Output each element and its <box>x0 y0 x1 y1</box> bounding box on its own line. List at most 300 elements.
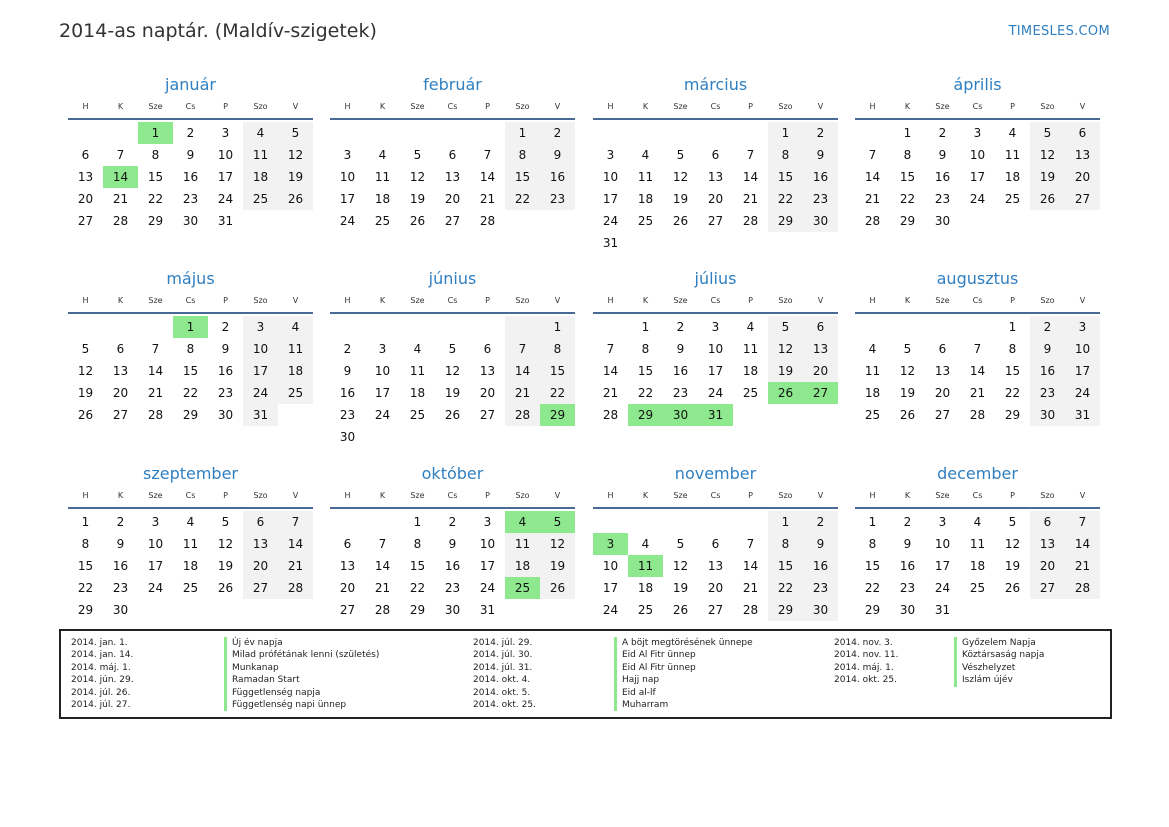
day-cell: 8 <box>505 144 540 166</box>
day-cell: 23 <box>339 408 356 422</box>
empty-cell <box>663 511 698 533</box>
month-name: november <box>674 464 757 483</box>
day-cell: 17 <box>217 170 234 184</box>
holiday-cell: 11 <box>628 555 663 577</box>
day-cell: 11 <box>374 170 391 184</box>
day-cell: 18 <box>637 192 654 206</box>
day-cell: 25 <box>278 382 313 404</box>
weekday-label: P <box>485 102 490 111</box>
day-cell: 12 <box>77 364 94 378</box>
weekday-label: Szo <box>1040 491 1055 500</box>
weekday-label: Sze <box>935 491 950 500</box>
empty-cell <box>593 316 628 338</box>
month-name: december <box>937 464 1018 483</box>
day-cell: 7 <box>151 342 160 356</box>
day-cell: 11 <box>182 537 199 551</box>
day-cell: 16 <box>803 555 838 577</box>
weekday-label: Sze <box>673 102 688 111</box>
month-name: május <box>166 269 215 288</box>
day-cell: 19 <box>217 559 234 573</box>
day-cell: 16 <box>899 559 916 573</box>
day-cell: 18 <box>1004 170 1021 184</box>
weekday-label: Cs <box>972 296 983 305</box>
day-cell: 30 <box>339 430 356 444</box>
day-cell: 9 <box>803 144 838 166</box>
day-cell: 1 <box>540 316 575 338</box>
day-cell: 16 <box>339 386 356 400</box>
empty-cell <box>663 122 698 144</box>
day-cell: 22 <box>77 581 94 595</box>
day-cell: 25 <box>864 408 881 422</box>
weekday-label: Cs <box>447 102 458 111</box>
day-cell: 5 <box>448 342 457 356</box>
day-cell: 27 <box>444 214 461 228</box>
day-cell: 3 <box>221 126 230 140</box>
day-cell: 18 <box>243 166 278 188</box>
day-cell: 20 <box>934 386 951 400</box>
day-cell: 4 <box>868 342 877 356</box>
day-cell: 3 <box>151 515 160 529</box>
empty-cell <box>925 316 960 338</box>
weekday-label: V <box>292 491 299 500</box>
legend-holiday-name: A böjt megtörésének ünnepe <box>614 637 753 649</box>
day-cell: 6 <box>483 342 492 356</box>
day-cell: 16 <box>112 559 129 573</box>
legend-holiday-name: Köztársaság napja <box>954 649 1044 661</box>
empty-cell <box>435 316 470 338</box>
weekday-label: V <box>554 102 561 111</box>
day-cell: 7 <box>278 511 313 533</box>
day-cell: 19 <box>1004 559 1021 573</box>
day-cell: 13 <box>1065 144 1100 166</box>
day-cell: 13 <box>77 170 94 184</box>
day-cell: 12 <box>1004 537 1021 551</box>
day-cell: 21 <box>742 192 759 206</box>
day-cell: 2 <box>540 122 575 144</box>
day-cell: 4 <box>186 515 195 529</box>
day-cell: 4 <box>641 148 650 162</box>
day-cell: 26 <box>672 214 689 228</box>
day-cell: 4 <box>243 122 278 144</box>
legend-holiday-name: Munkanap <box>224 662 279 674</box>
day-cell: 19 <box>278 166 313 188</box>
legend-holiday-name: Győzelem Napja <box>954 637 1036 649</box>
day-cell: 6 <box>711 148 720 162</box>
day-cell: 23 <box>899 581 916 595</box>
day-grid <box>855 316 1100 426</box>
day-cell: 28 <box>602 408 619 422</box>
day-cell: 20 <box>444 192 461 206</box>
day-cell: 14 <box>147 364 164 378</box>
day-cell: 18 <box>278 360 313 382</box>
empty-cell <box>103 122 138 144</box>
day-cell: 25 <box>182 581 199 595</box>
holiday-cell: 25 <box>505 577 540 599</box>
day-cell: 24 <box>707 386 724 400</box>
weekday-label: Sze <box>673 491 688 500</box>
day-cell: 6 <box>1030 511 1065 533</box>
legend-holiday-name: Iszlám újév <box>954 674 1013 686</box>
weekday-label: Szo <box>515 491 530 500</box>
legend-holiday-name: Eid Al Fitr ünnep <box>614 662 696 674</box>
day-cell: 30 <box>803 210 838 232</box>
day-cell: 22 <box>1004 386 1021 400</box>
empty-cell <box>628 122 663 144</box>
legend-date: 2014. okt. 4. <box>473 675 531 686</box>
weekday-label: Sze <box>410 296 425 305</box>
day-cell: 14 <box>505 360 540 382</box>
day-cell: 24 <box>374 408 391 422</box>
day-cell: 28 <box>374 603 391 617</box>
day-grid <box>855 122 1100 232</box>
day-cell: 3 <box>938 515 947 529</box>
weekday-label: V <box>817 491 824 500</box>
legend-date: 2014. jan. 14. <box>71 650 134 661</box>
weekday-label: H <box>869 491 876 500</box>
day-cell: 30 <box>803 599 838 621</box>
weekday-label: P <box>1010 296 1015 305</box>
day-cell: 21 <box>969 386 986 400</box>
day-cell: 27 <box>934 408 951 422</box>
empty-cell <box>593 511 628 533</box>
weekday-label: H <box>82 102 89 111</box>
empty-cell <box>68 122 103 144</box>
empty-cell <box>330 511 365 533</box>
holiday-cell: 5 <box>540 511 575 533</box>
day-cell: 13 <box>339 559 356 573</box>
weekday-label: Cs <box>185 296 196 305</box>
legend-holiday-name: Milad prófétának lenni (születés) <box>224 649 379 661</box>
weekday-label: V <box>292 102 299 111</box>
day-cell: 17 <box>707 364 724 378</box>
day-cell: 7 <box>1065 511 1100 533</box>
month-6 <box>330 268 575 448</box>
day-cell: 23 <box>217 386 234 400</box>
day-cell: 21 <box>864 192 881 206</box>
page-title: 2014-as naptár. (Maldív-szigetek) <box>59 20 377 42</box>
day-cell: 19 <box>672 192 689 206</box>
weekday-label: H <box>344 491 351 500</box>
day-cell: 22 <box>182 386 199 400</box>
day-grid <box>330 316 575 448</box>
weekday-label: K <box>379 102 386 111</box>
day-cell: 30 <box>182 214 199 228</box>
day-cell: 30 <box>934 214 951 228</box>
weekday-header <box>593 489 838 509</box>
weekday-header <box>855 489 1100 509</box>
legend-date: 2014. nov. 3. <box>834 638 893 648</box>
legend-holiday-name: Hajj nap <box>614 674 659 686</box>
day-cell: 4 <box>973 515 982 529</box>
day-cell: 5 <box>413 148 422 162</box>
day-cell: 15 <box>899 170 916 184</box>
weekday-label: Sze <box>148 296 163 305</box>
day-cell: 5 <box>676 537 685 551</box>
legend-date: 2014. jan. 1. <box>71 638 128 648</box>
day-cell: 9 <box>903 537 912 551</box>
holiday-legend <box>59 629 1112 719</box>
day-cell: 18 <box>637 581 654 595</box>
day-cell: 26 <box>77 408 94 422</box>
day-cell: 11 <box>637 170 654 184</box>
day-cell: 31 <box>934 603 951 617</box>
weekday-label: K <box>117 491 124 500</box>
day-cell: 10 <box>243 338 278 360</box>
empty-cell <box>855 316 890 338</box>
site-link[interactable]: TIMESLES.COM <box>1008 24 1110 39</box>
month-12 <box>855 463 1100 621</box>
weekday-label: Szo <box>515 102 530 111</box>
weekday-label: K <box>117 102 124 111</box>
day-cell: 17 <box>969 170 986 184</box>
day-cell: 2 <box>1030 316 1065 338</box>
month-3 <box>593 74 838 254</box>
day-cell: 18 <box>374 192 391 206</box>
day-cell: 18 <box>969 559 986 573</box>
day-cell: 12 <box>768 338 803 360</box>
empty-cell <box>890 316 925 338</box>
day-cell: 6 <box>1065 122 1100 144</box>
day-cell: 6 <box>938 342 947 356</box>
day-cell: 23 <box>112 581 129 595</box>
day-cell: 19 <box>540 555 575 577</box>
day-cell: 13 <box>1030 533 1065 555</box>
day-cell: 11 <box>742 342 759 356</box>
day-cell: 14 <box>969 364 986 378</box>
day-cell: 27 <box>243 577 278 599</box>
day-cell: 11 <box>409 364 426 378</box>
day-cell: 30 <box>444 603 461 617</box>
day-cell: 24 <box>243 382 278 404</box>
weekday-label: P <box>223 491 228 500</box>
day-cell: 24 <box>934 581 951 595</box>
day-cell: 25 <box>637 214 654 228</box>
day-grid <box>855 511 1100 621</box>
day-cell: 16 <box>1030 360 1065 382</box>
day-cell: 21 <box>278 555 313 577</box>
day-cell: 12 <box>278 144 313 166</box>
weekday-label: K <box>904 102 911 111</box>
day-cell: 15 <box>768 555 803 577</box>
day-cell: 3 <box>483 515 492 529</box>
day-cell: 24 <box>217 192 234 206</box>
day-cell: 5 <box>1030 122 1065 144</box>
weekday-label: Cs <box>972 102 983 111</box>
weekday-label: P <box>1010 491 1015 500</box>
day-cell: 29 <box>77 603 94 617</box>
month-2 <box>330 74 575 232</box>
day-cell: 30 <box>112 603 129 617</box>
day-cell: 23 <box>672 386 689 400</box>
weekday-label: P <box>748 296 753 305</box>
day-cell: 4 <box>746 320 755 334</box>
weekday-header <box>330 100 575 120</box>
day-cell: 24 <box>602 214 619 228</box>
day-cell: 7 <box>973 342 982 356</box>
weekday-label: H <box>869 102 876 111</box>
day-cell: 17 <box>602 192 619 206</box>
day-cell: 18 <box>742 364 759 378</box>
weekday-label: P <box>485 296 490 305</box>
day-cell: 20 <box>479 386 496 400</box>
day-cell: 23 <box>1030 382 1065 404</box>
day-cell: 13 <box>243 533 278 555</box>
weekday-label: K <box>117 296 124 305</box>
day-cell: 18 <box>409 386 426 400</box>
day-cell: 19 <box>768 360 803 382</box>
empty-cell <box>103 316 138 338</box>
weekday-label: V <box>554 296 561 305</box>
day-cell: 26 <box>540 577 575 599</box>
day-cell: 6 <box>81 148 90 162</box>
day-cell: 27 <box>339 603 356 617</box>
weekday-label: K <box>904 491 911 500</box>
day-cell: 11 <box>969 537 986 551</box>
day-cell: 3 <box>243 316 278 338</box>
day-cell: 8 <box>768 144 803 166</box>
day-cell: 17 <box>374 386 391 400</box>
day-cell: 2 <box>116 515 125 529</box>
day-cell: 28 <box>112 214 129 228</box>
day-cell: 17 <box>479 559 496 573</box>
holiday-cell: 29 <box>540 404 575 426</box>
weekday-label: H <box>869 296 876 305</box>
day-cell: 22 <box>768 188 803 210</box>
day-cell: 10 <box>969 148 986 162</box>
day-cell: 1 <box>641 320 650 334</box>
empty-cell <box>470 122 505 144</box>
day-cell: 1 <box>903 126 912 140</box>
day-cell: 11 <box>243 144 278 166</box>
legend-holiday-name: Új év napja <box>224 637 283 649</box>
holiday-cell: 31 <box>698 404 733 426</box>
day-cell: 23 <box>444 581 461 595</box>
day-cell: 15 <box>864 559 881 573</box>
day-cell: 16 <box>540 166 575 188</box>
day-cell: 2 <box>186 126 195 140</box>
weekday-header <box>855 294 1100 314</box>
day-cell: 12 <box>1030 144 1065 166</box>
weekday-label: Cs <box>710 296 721 305</box>
weekday-header <box>68 294 313 314</box>
day-cell: 28 <box>742 603 759 617</box>
day-cell: 8 <box>81 537 90 551</box>
weekday-label: K <box>642 296 649 305</box>
day-cell: 29 <box>768 210 803 232</box>
day-cell: 25 <box>969 581 986 595</box>
day-cell: 1 <box>505 122 540 144</box>
day-cell: 5 <box>278 122 313 144</box>
day-cell: 14 <box>479 170 496 184</box>
day-cell: 27 <box>707 214 724 228</box>
day-cell: 24 <box>969 192 986 206</box>
legend-date: 2014. máj. 1. <box>71 662 131 673</box>
day-cell: 4 <box>413 342 422 356</box>
empty-cell <box>365 511 400 533</box>
day-cell: 7 <box>746 537 755 551</box>
day-cell: 14 <box>864 170 881 184</box>
day-cell: 9 <box>540 144 575 166</box>
day-cell: 15 <box>182 364 199 378</box>
day-cell: 23 <box>540 188 575 210</box>
day-cell: 8 <box>1008 342 1017 356</box>
day-cell: 28 <box>479 214 496 228</box>
day-cell: 1 <box>768 122 803 144</box>
empty-cell <box>855 122 890 144</box>
day-cell: 31 <box>217 214 234 228</box>
day-cell: 1 <box>81 515 90 529</box>
day-cell: 5 <box>903 342 912 356</box>
day-cell: 28 <box>969 408 986 422</box>
month-name: június <box>428 269 477 288</box>
empty-cell <box>330 122 365 144</box>
day-cell: 20 <box>77 192 94 206</box>
empty-cell <box>365 316 400 338</box>
weekday-label: Szo <box>778 102 793 111</box>
empty-cell <box>733 122 768 144</box>
day-cell: 15 <box>409 559 426 573</box>
day-cell: 28 <box>505 404 540 426</box>
month-name: április <box>953 75 1002 94</box>
day-cell: 30 <box>899 603 916 617</box>
day-cell: 6 <box>116 342 125 356</box>
weekday-label: Szo <box>778 491 793 500</box>
day-cell: 11 <box>864 364 881 378</box>
day-cell: 30 <box>1030 404 1065 426</box>
day-cell: 28 <box>864 214 881 228</box>
weekday-label: V <box>554 491 561 500</box>
weekday-label: Cs <box>185 102 196 111</box>
empty-cell <box>330 316 365 338</box>
day-grid <box>593 122 838 254</box>
weekday-label: V <box>292 296 299 305</box>
day-cell: 15 <box>77 559 94 573</box>
weekday-label: P <box>223 102 228 111</box>
day-cell: 13 <box>707 170 724 184</box>
day-cell: 10 <box>339 170 356 184</box>
holiday-cell: 1 <box>138 122 173 144</box>
day-cell: 21 <box>505 382 540 404</box>
day-cell: 6 <box>803 316 838 338</box>
holiday-cell: 30 <box>663 404 698 426</box>
weekday-label: Sze <box>935 102 950 111</box>
weekday-label: Cs <box>710 102 721 111</box>
day-cell: 19 <box>672 581 689 595</box>
weekday-label: V <box>817 102 824 111</box>
day-cell: 17 <box>147 559 164 573</box>
day-cell: 16 <box>803 166 838 188</box>
day-cell: 9 <box>938 148 947 162</box>
month-name: október <box>421 464 484 483</box>
day-cell: 26 <box>672 603 689 617</box>
weekday-label: Szo <box>515 296 530 305</box>
day-cell: 9 <box>448 537 457 551</box>
day-cell: 29 <box>899 214 916 228</box>
day-cell: 12 <box>540 533 575 555</box>
day-cell: 8 <box>768 533 803 555</box>
day-grid <box>593 316 838 426</box>
day-cell: 13 <box>707 559 724 573</box>
day-cell: 20 <box>243 555 278 577</box>
day-cell: 23 <box>182 192 199 206</box>
weekday-header <box>593 100 838 120</box>
empty-cell <box>698 511 733 533</box>
month-11 <box>593 463 838 621</box>
weekday-label: K <box>642 491 649 500</box>
day-cell: 5 <box>1008 515 1017 529</box>
weekday-label: H <box>82 296 89 305</box>
day-cell: 30 <box>217 408 234 422</box>
